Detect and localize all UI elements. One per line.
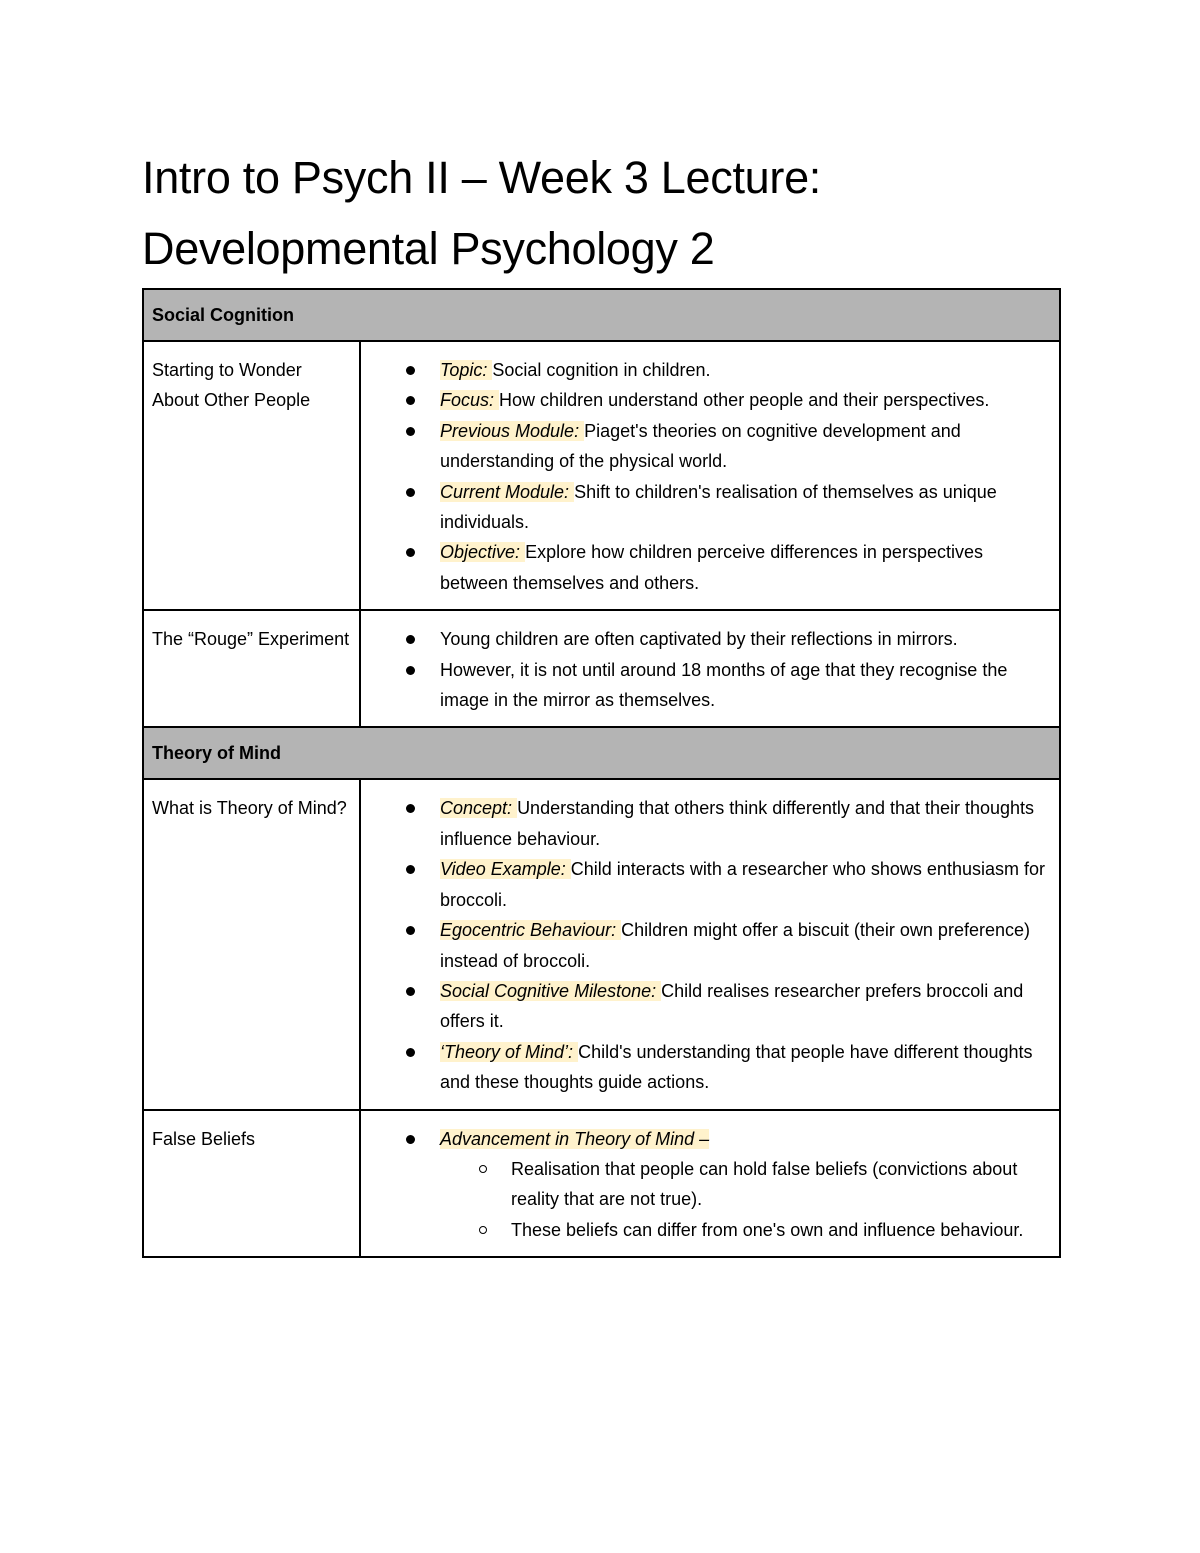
row-content xyxy=(360,341,1060,610)
bullet-term: Concept: xyxy=(440,798,517,818)
bullet-text: Social cognition in children. xyxy=(492,360,711,380)
bullet-text: How children understand other people and their perspectives. xyxy=(499,390,990,411)
bullet-text: Young children are often captivated by their reflections in mirrors. xyxy=(440,629,958,650)
bullet-text: Explore how children perceive differences in perspectives between themselves and others. xyxy=(440,542,983,593)
bullet-list xyxy=(361,1124,1049,1246)
bullet-item xyxy=(440,1124,1049,1246)
bullet-term: Topic: xyxy=(440,360,492,380)
bullet-item xyxy=(440,976,1049,1037)
title-line-2: Developmental Psychology 2 xyxy=(142,223,715,274)
sub-bullet-item: These beliefs can differ from one's own and influence behaviour. xyxy=(511,1215,1049,1245)
bullet-text: Child interacts with a researcher who shows enthusiasm for broccoli. xyxy=(440,859,1045,910)
title-line-1: Intro to Psych II – Week 3 Lecture: xyxy=(142,152,822,203)
bullet-item xyxy=(440,854,1049,915)
table-row xyxy=(143,610,1060,727)
bullet-term: Objective: xyxy=(440,542,525,562)
bullet-item xyxy=(440,915,1049,976)
row-content xyxy=(360,779,1060,1109)
table-row xyxy=(143,779,1060,1109)
bullet-list xyxy=(361,355,1049,598)
bullet-term: Video Example: xyxy=(440,859,571,879)
bullet-text: Child realises researcher prefers broccoli and offers it. xyxy=(440,980,1024,1032)
bullet-text: Shift to children's realisation of themselves as unique individuals. xyxy=(440,481,997,533)
section-header-row xyxy=(143,289,1060,341)
bullet-text: Piaget's theories on cognitive development and understanding of the physical world. xyxy=(440,420,961,472)
row-label: False Beliefs xyxy=(143,1110,360,1258)
section-header-row xyxy=(143,727,1060,779)
row-label: Starting to Wonder About Other People xyxy=(143,341,360,610)
bullet-text: Understanding that others think differently and that their thoughts influence behaviour. xyxy=(440,798,1035,849)
bullet-item xyxy=(440,1037,1049,1098)
bullet-list xyxy=(361,793,1049,1097)
bullet-term: Previous Module: xyxy=(440,421,584,441)
bullet-term: Advancement in Theory of Mind – xyxy=(440,1128,710,1149)
bullet-list xyxy=(361,624,1049,715)
bullet-term: Current Module: xyxy=(440,482,574,502)
bullet-term: ‘Theory of Mind’: xyxy=(440,1042,578,1062)
table-row xyxy=(143,1110,1060,1258)
section-heading: Social Cognition xyxy=(143,289,1060,341)
notes-table xyxy=(142,288,1061,1258)
bullet-text: However, it is not until around 18 months of age that they recognise the image in the mirror as themselves. xyxy=(440,659,1008,711)
bullet-item xyxy=(440,385,1049,415)
bullet-term: Focus: xyxy=(440,390,499,410)
bullet-item xyxy=(440,793,1049,854)
sub-bullet-item: Realisation that people can hold false beliefs (convictions about reality that are not true). xyxy=(511,1154,1049,1215)
bullet-term: Egocentric Behaviour: xyxy=(440,920,621,940)
row-label: What is Theory of Mind? xyxy=(143,779,360,1109)
row-content xyxy=(360,610,1060,727)
row-label: The “Rouge” Experiment xyxy=(143,610,360,727)
row-content xyxy=(360,1110,1060,1258)
section-heading: Theory of Mind xyxy=(143,727,1060,779)
bullet-item xyxy=(440,355,1049,385)
bullet-item xyxy=(440,655,1049,716)
bullet-item xyxy=(440,537,1049,598)
document-title xyxy=(142,142,1072,284)
table-row xyxy=(143,341,1060,610)
bullet-term: Social Cognitive Milestone: xyxy=(440,981,661,1001)
bullet-item xyxy=(440,477,1049,538)
bullet-item xyxy=(440,624,1049,654)
sub-bullet-list xyxy=(440,1154,1049,1245)
bullet-text: Children might offer a biscuit (their own preference) instead of broccoli. xyxy=(440,920,1030,971)
bullet-text: Child's understanding that people have different thoughts and these thoughts guide actions. xyxy=(440,1041,1033,1093)
bullet-item xyxy=(440,416,1049,477)
